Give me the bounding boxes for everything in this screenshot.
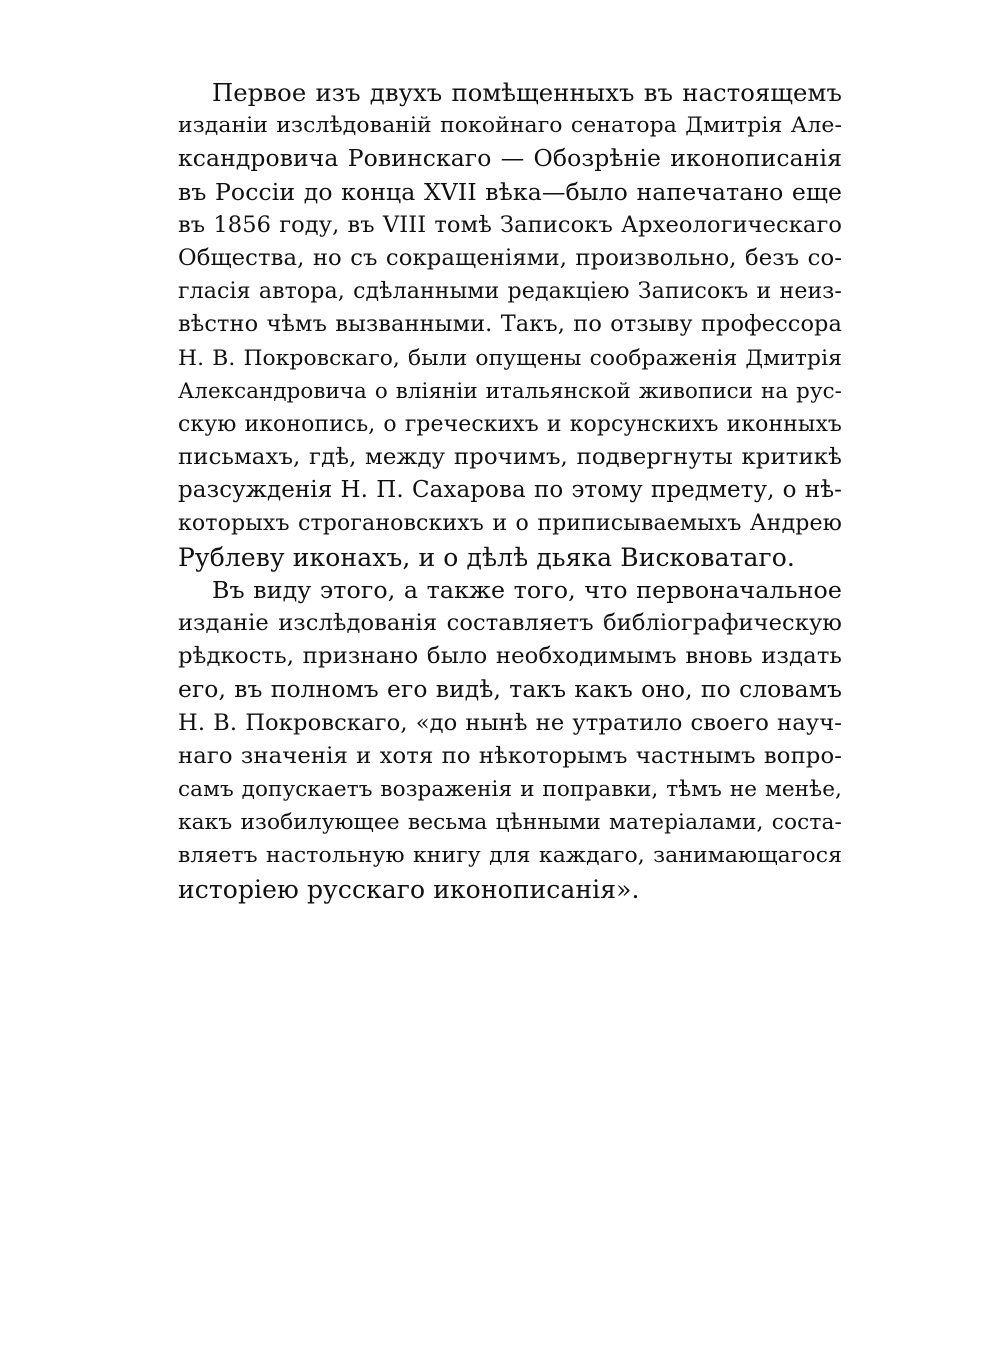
text-line: какъ изобилующее весьма цѣнными матеріалами, соста- (178, 810, 842, 836)
text-line: гласія автора, сдѣланными редакціею Записокъ и неиз- (178, 279, 842, 305)
text-line: въ 1856 году, въ VIII томѣ Записокъ Археологическаго (178, 211, 842, 238)
text-line: разсужденія Н. П. Сахарова по этому предмету, о нѣ- (178, 477, 842, 504)
text-line: которыхъ строгановскихъ и о приписываемыхъ Андрею (178, 511, 842, 537)
text-line: Н. В. Покровскаго, «до нынѣ не утратило своего науч- (178, 709, 842, 736)
text-line: самъ допускаетъ возраженія и поправки, тѣмъ не менѣе, (178, 776, 842, 802)
text-line: Первое изъ двухъ помѣщенныхъ въ настоящемъ (212, 78, 842, 107)
paragraph-1 (178, 76, 842, 574)
text-line: рѣдкость, признано было необходимымъ вновь издать (178, 643, 842, 670)
text-line: Общества, но съ сокращеніями, произвольно, безъ со- (178, 244, 842, 271)
text-line: скую иконопись, о греческихъ и корсунскихъ иконныхъ (178, 411, 842, 437)
text-line: въ Россіи до конца XVII вѣка—было напечатано еще (178, 177, 842, 206)
text-line: вѣстно чѣмъ вызванными. Такъ, по отзыву профессора (178, 311, 842, 338)
text-line: Н. В. Покровскаго, были опущены соображенія Дмитрія (178, 345, 842, 371)
text-line: ксандровича Ровинскаго — Обозрѣніе иконописанія (178, 144, 842, 173)
text-line: вляетъ настольную книгу для каждаго, занимающагося (178, 843, 842, 869)
text-line: Рублеву иконахъ, и о дѣлѣ дьяка Висковатаго. (178, 542, 795, 572)
paragraph-2 (178, 574, 842, 906)
text-line: Въ виду этого, а также того, что первоначальное (212, 575, 842, 604)
text-line: Александровича о вліяніи итальянской живописи на рус- (178, 378, 842, 404)
text-line: письмахъ, гдѣ, между прочимъ, подвергнуты критикѣ (178, 444, 842, 471)
body-text (178, 76, 842, 906)
text-line: его, въ полномъ его видѣ, такъ какъ оно, по словамъ (178, 675, 842, 704)
text-line: наго значенія и хотя по нѣкоторымъ частнымъ вопро- (178, 742, 842, 769)
text-line: изданіи изслѣдованій покойнаго сенатора Дмитрія Але- (178, 113, 842, 139)
text-line: изданіе изслѣдованія составляетъ библіографическую (178, 610, 842, 636)
text-line: исторіею русскаго иконописанія». (178, 874, 640, 904)
